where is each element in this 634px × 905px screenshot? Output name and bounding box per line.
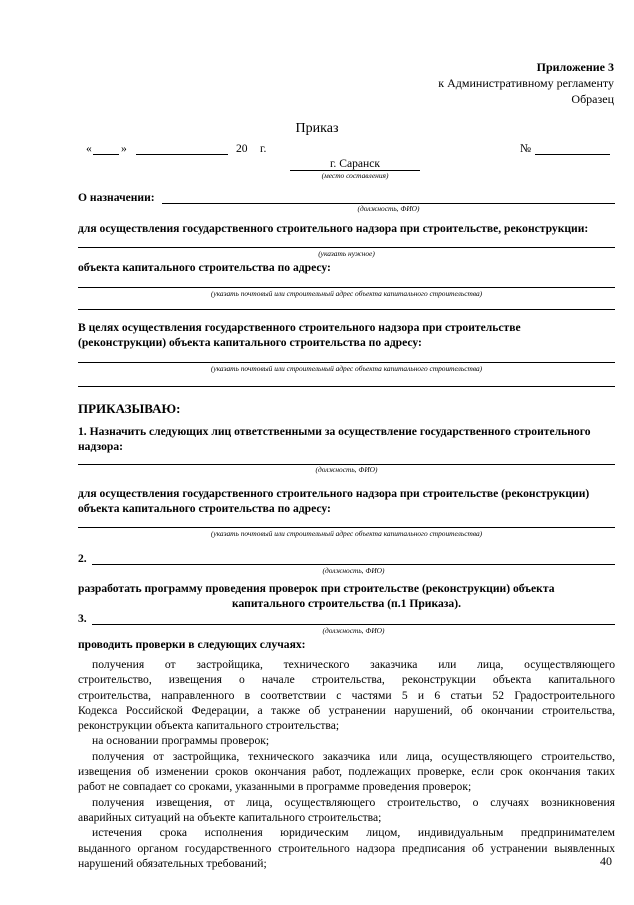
item1-address-line (78, 527, 615, 528)
number-blank (535, 154, 610, 155)
item1-line3: для осуществления государственного строительного надзора при строительстве (реконструкции) (78, 487, 590, 500)
case1-line: строительства, направленного в соответствии с частями 5 и 6 статьи 52 Градостроительного (78, 688, 615, 702)
item1-line2: надзора: (78, 440, 123, 453)
item3-person-caption: (должность, ФИО) (322, 626, 385, 635)
item3-heading: проводить проверки в следующих случаях: (78, 638, 306, 651)
item1-line1: 1. Назначить следующих лиц ответственными за осуществление государственного строительного (78, 425, 591, 438)
case1-line: строительство, извещения о начале строительства, реконструкции объекта капитального (78, 673, 615, 687)
purpose-needed-caption: (указать нужное) (318, 249, 375, 258)
place-city: г. Саранск (329, 157, 381, 170)
purpose-address-line (78, 287, 615, 288)
item3-person-line (92, 624, 615, 625)
aims-address-line2 (78, 386, 615, 387)
appoint-label: О назначении: (78, 191, 155, 204)
case3-line: извещения об изменении сроков окончания работ, подлежащих проверке, если срок окончания таких (78, 765, 615, 779)
quote-close: » (121, 142, 127, 155)
month-blank (136, 154, 228, 155)
aims-address-caption: (указать почтовый или строительный адрес объекта капитального строительства) (210, 364, 483, 373)
year-suffix: г. (260, 142, 267, 155)
case-list (78, 657, 615, 871)
item2-person-line (92, 564, 615, 565)
number-sign: № (520, 142, 532, 155)
item2-line2: капитального строительства (п.1 Приказа). (231, 597, 461, 610)
page-title: Приказ (295, 121, 339, 136)
aims-line1: В целях осуществления государственного строительного надзора при строительстве (78, 321, 521, 334)
quote-open: « (86, 142, 92, 155)
case5-line: выданного органом государственного строительного надзора предписания об устранении выявленных (78, 841, 615, 855)
aims-line2: (реконструкции) объекта капитального строительства по адресу: (78, 336, 422, 349)
case4-line: аварийных ситуаций на объекте капитального строительства; (78, 810, 382, 824)
day-blank (93, 154, 119, 155)
purpose-line2: объекта капитального строительства по адресу: (78, 261, 331, 274)
case2-line: на основании программы проверок; (92, 734, 270, 748)
item2-person-caption: (должность, ФИО) (322, 566, 385, 575)
case4-line: получения извещения, от лица, осуществляющего строительство, о случаях возникновения (92, 795, 615, 809)
appoint-caption: (должность, ФИО) (357, 204, 420, 213)
case5-line: истечения срока исполнения юридическим лицом, индивидуальным предпринимателем (92, 826, 615, 840)
item2-line1: разработать программу проведения проверок при строительстве (реконструкции) объекта (78, 582, 555, 595)
reglament-label: к Административному регламенту (438, 76, 614, 90)
purpose-needed-line (78, 247, 615, 248)
purpose-address-caption: (указать почтовый или строительный адрес объекта капитального строительства) (210, 289, 483, 298)
item2-number: 2. (78, 552, 87, 565)
order-heading: ПРИКАЗЫВАЮ: (78, 401, 181, 416)
purpose-line1: для осуществления государственного строительного надзора при строительстве, реконструкции: (78, 222, 589, 235)
place-caption: (место составления) (321, 171, 389, 180)
case3-line: получения от застройщика, технического заказчика или лица, осуществляющего строительство, (92, 749, 615, 763)
case1-line: Кодекса Российской Федерации, а также об устранении нарушений, об окончании строительства, (78, 703, 615, 717)
sample-label: Образец (571, 92, 614, 106)
item3-number: 3. (78, 612, 87, 625)
item1-address-caption: (указать почтовый или строительный адрес объекта капитального строительства) (210, 529, 483, 538)
purpose-address-line2 (78, 309, 615, 310)
page-number: 40 (600, 854, 612, 868)
aims-address-line (78, 362, 615, 363)
case1-line: получения от застройщика, технического заказчика или лица, осуществляющего (92, 658, 615, 671)
item1-line4: объекта капитального строительства по адресу: (78, 502, 331, 515)
item1-person-caption: (должность, ФИО) (315, 465, 378, 474)
appendix-label: Приложение 3 (536, 60, 614, 74)
case1-line: реконструкции объекта капитального строительства; (78, 719, 340, 733)
case5-line: нарушений обязательных требований; (78, 856, 267, 870)
year-prefix: 20 (236, 142, 248, 155)
case3-line: работ не совпадает со сроками, указанными в программе проведения проверок; (78, 780, 472, 794)
